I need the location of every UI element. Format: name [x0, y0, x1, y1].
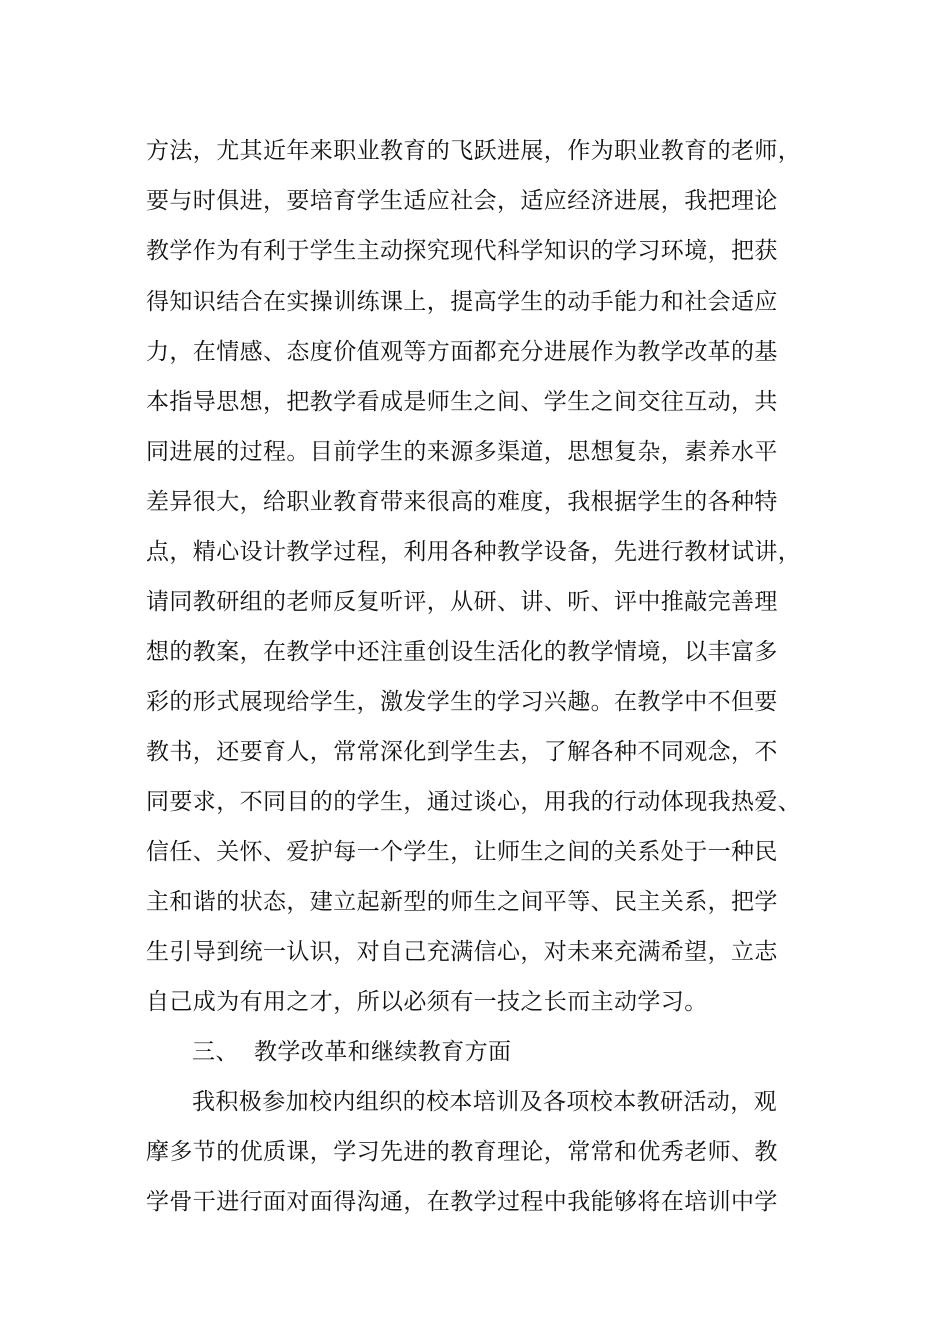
section-heading-number: 三、	[192, 1039, 239, 1065]
body-text-line: 教学作为有利于学生主动探究现代科学知识的学习环境，把获	[146, 238, 778, 264]
body-text-line: 学骨干进行面对面得沟通，在教学过程中我能够将在培训中学	[146, 1189, 778, 1215]
body-text-line: 力，在情感、态度价值观等方面都充分进展作为教学改革的基	[146, 339, 778, 365]
body-text-line: 要与时俱进，要培育学生适应社会，适应经济进展，我把理论	[146, 188, 778, 214]
body-text-line: 点，精心设计教学过程，利用各种教学设备，先进行教材试讲，	[146, 539, 802, 565]
body-text-line: 得知识结合在实操训练课上，提高学生的动手能力和社会适应	[146, 289, 778, 315]
body-text-line: 同进展的过程。目前学生的来源多渠道，思想复杂，素养水平	[146, 439, 778, 465]
section-heading: 教学改革和继续教育方面	[254, 1039, 512, 1065]
body-text-line: 想的教案，在教学中还注重创设生活化的教学情境，以丰富多	[146, 639, 778, 665]
body-text-line: 信任、关怀、爱护每一个学生，让师生之间的关系处于一种民	[146, 839, 778, 865]
body-text-line: 教书，还要育人，常常深化到学生去，了解各种不同观念，不	[146, 739, 778, 765]
body-text-line: 本指导思想，把教学看成是师生之间、学生之间交往互动，共	[146, 389, 778, 415]
body-text-line: 请同教研组的老师反复听评，从研、讲、听、评中推敲完善理	[146, 589, 778, 615]
body-text-line: 生引导到统一认识，对自己充满信心，对未来充满希望，立志	[146, 939, 778, 965]
body-text-line: 我积极参加校内组织的校本培训及各项校本教研活动，观	[192, 1089, 777, 1115]
body-text-line: 差异很大，给职业教育带来很高的难度，我根据学生的各种特	[146, 489, 778, 515]
body-text-line: 自己成为有用之才，所以必须有一技之长而主动学习。	[146, 989, 708, 1015]
body-text-line: 主和谐的状态，建立起新型的师生之间平等、民主关系，把学	[146, 889, 778, 915]
body-text-line: 摩多节的优质课，学习先进的教育理论，常常和优秀老师、教	[146, 1139, 778, 1165]
body-text-line: 彩的形式展现给学生，激发学生的学习兴趣。在教学中不但要	[146, 689, 778, 715]
body-text-line: 同要求，不同目的的学生，通过谈心，用我的行动体现我热爱、	[146, 789, 802, 815]
body-text-line: 方法，尤其近年来职业教育的飞跃进展，作为职业教育的老师，	[146, 138, 802, 164]
